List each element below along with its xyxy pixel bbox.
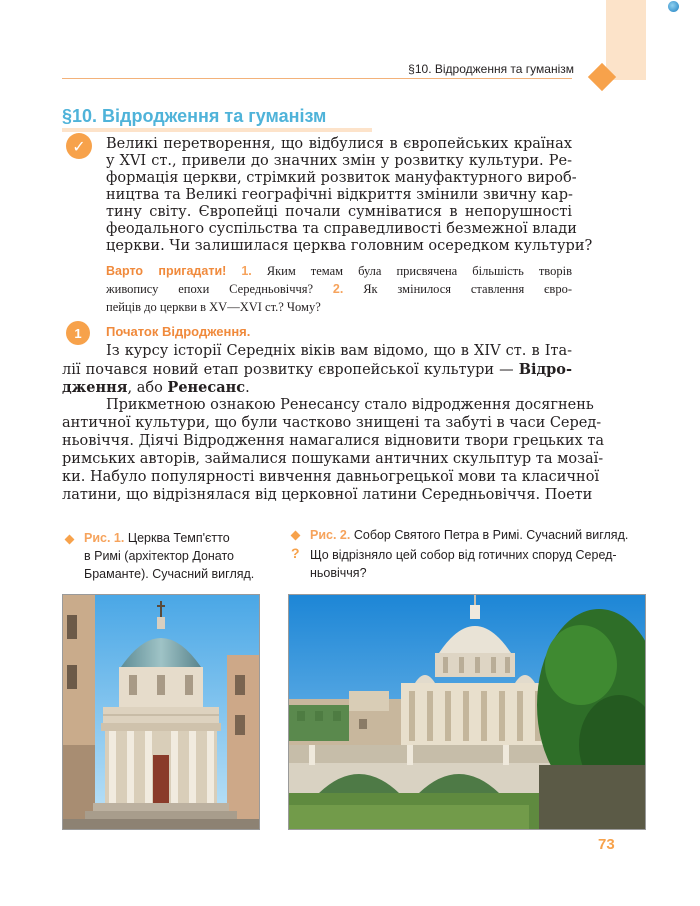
remind-line [106,264,572,279]
body-text-span: , або [127,380,168,396]
body-line: ки. Набуло популярності вивчення давньогрецької мови та класичної [62,469,600,485]
fig2-caption-text: Собор Святого Петра в Римі. Сучасний вигляд. [353,528,629,542]
st-peters-photo [288,594,646,830]
diamond-bullet-icon [291,531,301,541]
question-number: 1. [241,264,252,278]
globe-logo-icon [668,1,679,12]
section-title: §10. Відродження та гуманізм [62,106,327,126]
term-bold: дження [62,379,128,396]
body-text-span: . [245,380,250,396]
body-line: Із курсу історії Середніх віків вам відомо, що в XIV ст. в Іта- [106,343,572,359]
body-line: римських авторів, займалися пошуками античних скульптур та мозаї- [62,451,604,467]
tempietto-photo [62,594,260,830]
intro-line: феодального суспільства та справедливості безмежної влади [106,221,577,237]
intro-line: тину світу. Європейці почали сумніватися в непорушності [106,204,572,220]
term-bold: Відро- [518,361,572,378]
question-text: Як змінилося ставлення євро- [363,282,572,296]
question-text: Яким темам була присвячена більшість творів [266,264,572,278]
body-line: античної культури, що були частково знищені та забуті в часи Серед- [62,415,602,431]
intro-line: у XVI ст., привели до значних змін у розвитку культури. Ре- [106,153,572,169]
tempietto-illustration [63,595,259,829]
intro-line: ництва та Великі географічні відкриття змінили звичну кар- [106,187,573,203]
body-line [62,379,572,396]
fig2-question-line: ньовіччя? [310,566,367,580]
fig1-label: Рис. 1. [84,531,125,545]
running-header: §10. Відродження та гуманізм [408,62,574,76]
term-bold: Ренесанс [167,379,246,396]
fig2-label: Рис. 2. [310,528,351,542]
remind-label: Варто пригадати! [106,264,227,278]
fig1-caption-text: Церква Темп'єтто [127,531,230,545]
intro-line: церкви. Чи залишилася церква головним осередком культури? [106,238,593,254]
question-text: живопису епохи Середньовіччя? [106,282,314,296]
fig2-question-line: Що відрізняло цей собор від готичних споруд Серед- [310,548,617,562]
fig1-caption-line: Браманте). Сучасний вигляд. [84,567,255,581]
page-number: 73 [598,836,615,853]
subsection-title: Початок Відродження. [106,324,251,339]
question-mark-icon: ? [291,545,300,561]
subsection-number: 1 [66,321,90,345]
fig2-caption-line [310,527,628,543]
header-divider [62,78,572,79]
title-highlight [62,128,372,132]
body-line: ньовіччя. Діячі Відродження намагалися відновити твори грецьких та [62,433,605,449]
st-peters-illustration [289,595,645,829]
diamond-bullet-icon [65,535,75,545]
corner-decoration [606,0,646,80]
body-text-span: лії почався новий етап розвитку європейської культури — [62,362,519,378]
fig1-caption-line [84,530,230,546]
remind-line [106,282,572,297]
body-line: латини, що відрізнялася від церковної латини Середньовіччя. Поети [62,487,593,503]
body-line: Прикметною ознакою Ренесансу стало відродження досягнень [106,397,594,413]
checkmark-icon: ✓ [66,133,92,159]
question-number: 2. [332,282,344,296]
remind-line: пейців до церкви в XV—XVI ст.? Чому? [106,300,321,314]
intro-line: формація церкви, стрімкий розвиток мануфактурного вироб- [106,170,577,186]
intro-line: Великі перетворення, що відбулися в європейських країнах [106,136,572,152]
fig1-caption-line: в Римі (архітектор Донато [84,549,235,563]
body-line [62,361,572,378]
